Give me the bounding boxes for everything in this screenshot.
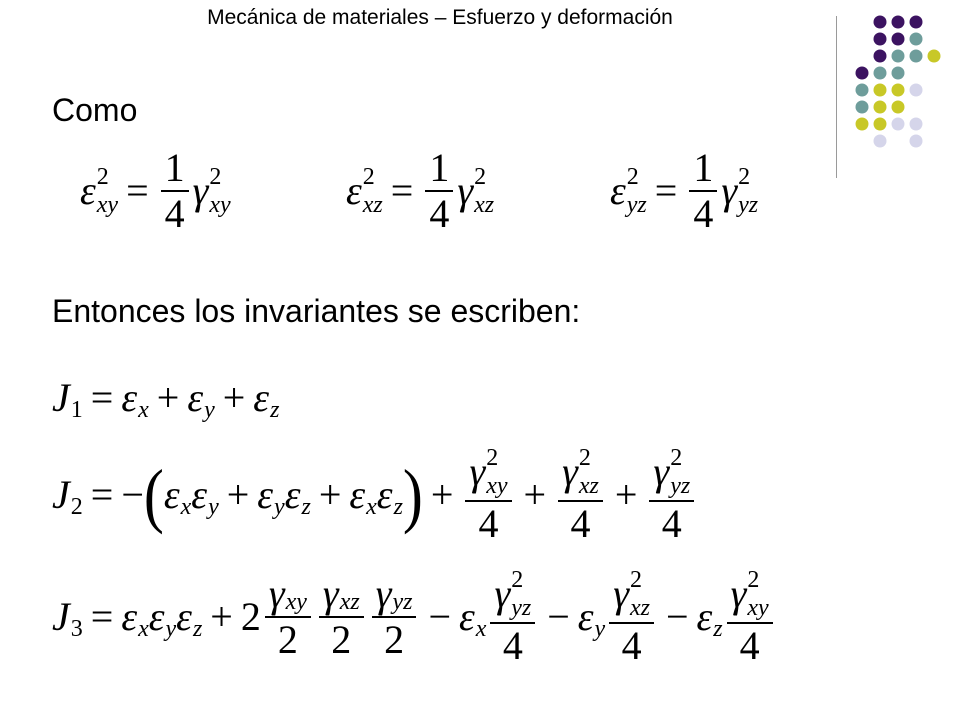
eq-J3: J 3 = ε x ε y ε z + 2 γ xy 2 γ xz 2 γ yz 2 − ε x γ 2 yz 4 − ε y γ 2 xz 4 − ε z γ 2 xy 4	[52, 568, 777, 666]
eq-eps-xz: ε 2 xz = $\frac{1}{4}$ γ 2 xz	[346, 145, 495, 236]
invariants-label: Entonces los invariantes se escriben:	[52, 293, 581, 329]
slide-header: Mecánica de materiales – Esfuerzo y deformación	[207, 6, 673, 29]
decorative-dot	[892, 67, 905, 80]
decorative-dot	[874, 16, 887, 29]
decorative-dot	[874, 84, 887, 97]
eq-eps-xy: ε 2 xy = $\frac{1}{4}$ γ 2 xy	[80, 145, 231, 236]
decorative-dot	[910, 50, 923, 63]
decorative-dot	[928, 50, 941, 63]
decorative-dot	[856, 84, 869, 97]
como-label: Como	[52, 92, 138, 128]
decorative-dot	[892, 16, 905, 29]
decorative-dot	[892, 33, 905, 46]
decorative-dot	[856, 118, 869, 131]
decorative-dot	[910, 118, 923, 131]
decorative-dot	[874, 101, 887, 114]
eq-eps-yz: ε 2 yz = $\frac{1}{4}$ γ 2 yz	[610, 145, 759, 236]
eq-J2: J 2 = − ( ε x ε y + ε y ε z + ε x ε z ) + γ 2 xy 4 + γ 2 xz 4 + γ 2 yz 4	[52, 446, 698, 544]
decorative-dot-grid	[852, 14, 952, 154]
decorative-dot	[874, 33, 887, 46]
decorative-dot	[892, 84, 905, 97]
decorative-dot	[910, 135, 923, 148]
decorative-dot	[856, 101, 869, 114]
decorative-dot	[874, 135, 887, 148]
decorative-dot	[910, 16, 923, 29]
decorative-dot	[874, 50, 887, 63]
eq-J1: J 1 = ε x + ε y + ε z	[52, 375, 280, 423]
decorative-dot	[892, 101, 905, 114]
decorative-dot	[856, 67, 869, 80]
decorative-dot	[874, 118, 887, 131]
vertical-divider	[836, 16, 837, 178]
decorative-dot	[874, 67, 887, 80]
decorative-dot	[892, 118, 905, 131]
decorative-dot	[892, 50, 905, 63]
decorative-dot	[910, 33, 923, 46]
decorative-dot	[910, 84, 923, 97]
